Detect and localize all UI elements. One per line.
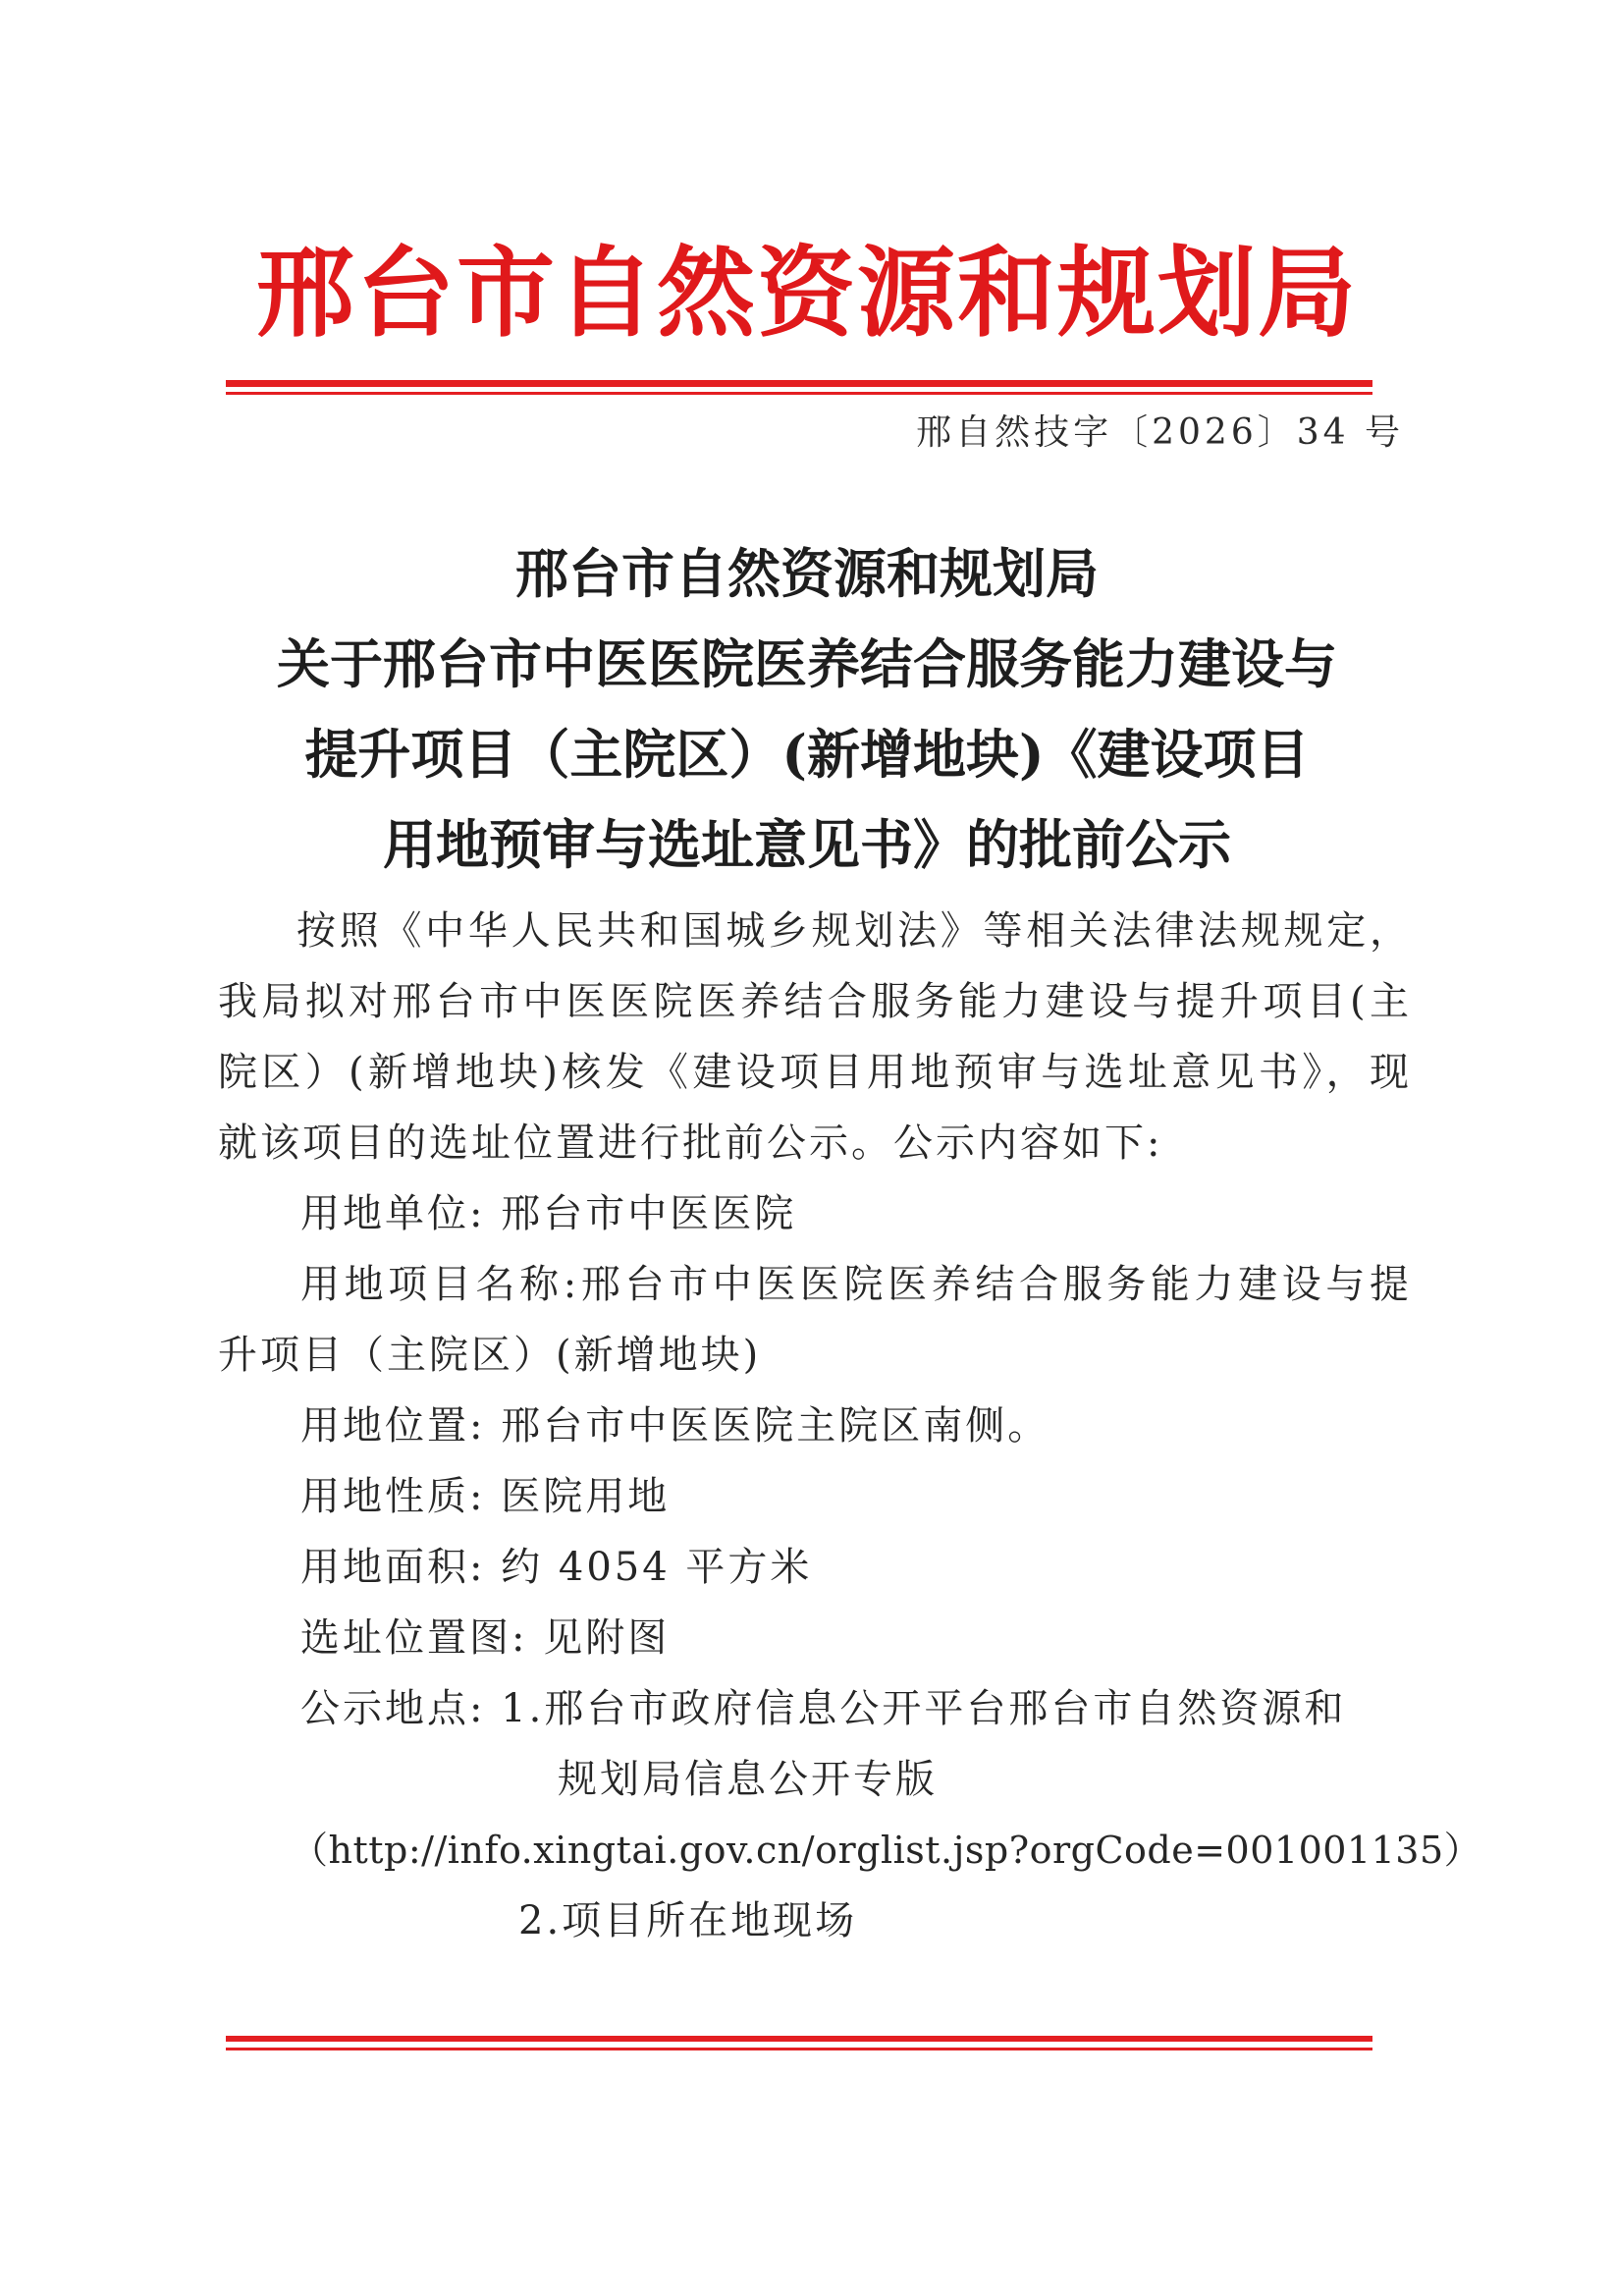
field-location: 用地位置: 邢台市中医医院主院区南侧。: [300, 1403, 1050, 1449]
title-line-1: 邢台市自然资源和规划局: [515, 542, 1099, 605]
document-body: [218, 896, 1482, 1956]
letterhead-rule-thin: [226, 392, 1372, 395]
footer-rule-thick: [226, 2036, 1372, 2042]
field-land-unit: 用地单位: 邢台市中医医院: [300, 1191, 797, 1236]
field-land-use: 用地性质: 医院用地: [300, 1474, 671, 1519]
title-line-2: 关于邢台市中医医院医养结合服务能力建设与: [277, 632, 1337, 695]
title-line-4: 用地预审与选址意见书》的批前公示: [383, 813, 1231, 876]
publicity-platform-url: （http://info.xingtai.gov.cn/orglist.jsp?orgCode=001001135）: [291, 1829, 1482, 1872]
field-publicity-place-1: 公示地点: 1.邢台市政府信息公开平台邢台市自然资源和: [300, 1686, 1347, 1731]
title-line-3: 提升项目（主院区）(新增地块)《建设项目: [304, 723, 1310, 786]
letterhead-organization: 邢台市自然资源和规划局: [256, 235, 1358, 351]
footer-rule-thin: [226, 2048, 1372, 2050]
field-project-name: 用地项目名称:邢台市中医医院医养结合服务能力建设与提升项目（主院区）(新增地块): [218, 1262, 1412, 1378]
field-site-map: 选址位置图: 见附图: [300, 1615, 671, 1661]
field-publicity-place-2: 2.项目所在地现场: [518, 1898, 858, 1943]
field-area: 用地面积: 约 4054 平方米: [300, 1545, 813, 1590]
document-title: [128, 528, 1486, 890]
field-publicity-place-1-continued: 规划局信息公开专版: [558, 1757, 938, 1802]
document-number: 邢自然技字〔2026〕34 号: [916, 412, 1404, 453]
letterhead-rule-thick: [226, 380, 1372, 387]
intro-paragraph: 按照《中华人民共和国城乡规划法》等相关法律法规规定，我局拟对邢台市中医医院医养结合服务能力建设与提升项目(主院区）(新增地块)核发《建设项目用地预审与选址意见书》，现就该项目的选址位置进行批前公示。公示内容如下:: [218, 908, 1412, 1166]
